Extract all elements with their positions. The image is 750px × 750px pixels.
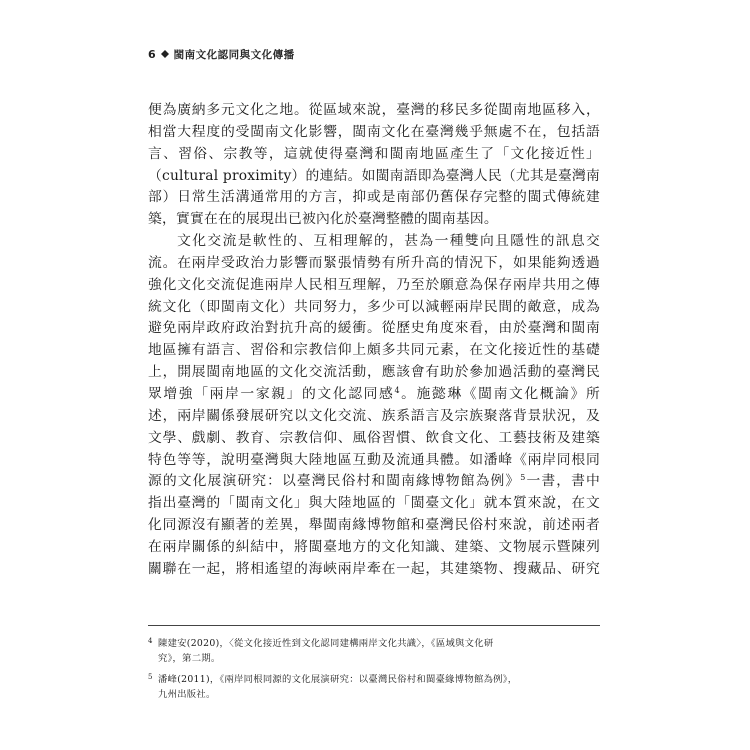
footnote-divider xyxy=(148,625,600,626)
body-line xyxy=(148,384,600,406)
body-line: 避免兩岸政府政治對抗升高的緩衝。從歷史角度來看，由於臺灣和閩南 xyxy=(148,320,600,337)
footnote-ref[interactable]: 4 xyxy=(394,385,400,395)
body-line: 流。在兩岸受政治力影響而緊張情勢有所升高的情況下，如果能夠透過 xyxy=(148,254,600,271)
footnote-line: 陳建安(2020)，〈從文化接近性到文化認同建構兩岸文化共識〉，《區域與文化研 xyxy=(158,638,494,649)
body-line-text: 一書，書中 xyxy=(525,473,601,490)
body-line-text: 文化交流是軟性的、互相理解的，甚為一種雙向且隱性的訊息交 xyxy=(176,233,600,250)
body-line: 指出臺灣的「閩南文化」與大陸地區的「閩臺文化」就本質來說，在文 xyxy=(148,495,600,512)
footnote-5 xyxy=(148,672,600,702)
body-line: 特色等等，說明臺灣與大陸地區互動及流通具體。如潘峰《兩岸同根同 xyxy=(148,451,600,468)
body-line: 化同源沒有顯著的差異，舉閩南緣博物館和臺灣民俗村來說，前述兩者 xyxy=(148,517,600,534)
body-line: 便為廣納多元文化之地。從區域來說，臺灣的移民多從閩南地區移入， xyxy=(148,102,600,118)
footnote-4 xyxy=(148,636,600,666)
page-number: 6 xyxy=(148,47,156,61)
body-line: （cultural proximity）的連結。如閩南語即為臺灣人民（尤其是臺灣南 xyxy=(148,167,600,184)
body-line: 統文化（即閩南文化）共同努力，多少可以減輕兩岸民間的敵意，成為 xyxy=(148,298,600,315)
body-line: 部）日常生活溝通常用的方言，抑或是南部仍舊保存完整的閩式傳統建 xyxy=(148,189,600,206)
body-text xyxy=(148,100,600,581)
body-line: 築，實實在在的展現出已被內化於臺灣整體的閩南基因。 xyxy=(148,211,498,228)
body-line: 文學、戲劇、教育、宗教信仰、風俗習慣、飲食文化、工藝技術及建築 xyxy=(148,429,600,446)
body-line: 上，開展閩南地區的文化交流活動，應該會有助於參加過活動的臺灣民 xyxy=(148,364,600,381)
footnote-ref[interactable]: 5 xyxy=(520,473,526,483)
body-line: 在兩岸關係的糾結中，將閩臺地方的文化知識、建築、文物展示暨陳列 xyxy=(148,538,600,555)
body-line xyxy=(148,471,600,493)
footnote-line: 究》，第二期。 xyxy=(158,653,221,664)
footnote-line: 潘峰(2011)，《兩岸同根同源的文化展演研究：以臺灣民俗村和閩臺緣博物館為例》， xyxy=(158,674,518,685)
body-line: 述，兩岸關係發展研究以文化交流、族系語言及宗族聚落背景狀況，及 xyxy=(148,407,600,424)
footnote-number: 4 xyxy=(148,637,153,645)
body-line: 言、習俗、宗教等，這就使得臺灣和閩南地區產生了「文化接近性」 xyxy=(148,145,600,162)
body-line: 關聯在一起，將相遙望的海峽兩岸牽在一起，其建築物、搜藏品、研究 xyxy=(148,560,600,577)
chapter-title: 閩南文化認同與文化傳播 xyxy=(173,48,295,61)
body-line-text: 源的文化展演研究：以臺灣民俗村和閩南緣博物館為例》 xyxy=(148,473,521,490)
body-line: 強化文化交流促進兩岸人民相互理解，乃至於願意為保存兩岸共用之傳 xyxy=(148,276,600,293)
footnotes xyxy=(148,636,600,708)
body-line-text: 。施懿琳《閩南文化概論》所 xyxy=(399,385,600,402)
diamond-icon xyxy=(161,50,169,58)
body-line-text: 眾增強「兩岸一家親」的文化認同感 xyxy=(148,385,395,402)
running-header xyxy=(148,46,295,62)
body-line: 相當大程度的受閩南文化影響，閩南文化在臺灣幾乎無處不在，包括語 xyxy=(148,123,600,140)
body-line: 地區擁有語言、習俗和宗教信仰上頗多共同元素，在文化接近性的基礎 xyxy=(148,342,600,359)
body-line xyxy=(148,231,600,253)
footnote-line: 九州出版社。 xyxy=(158,689,216,700)
footnote-number: 5 xyxy=(148,673,153,681)
